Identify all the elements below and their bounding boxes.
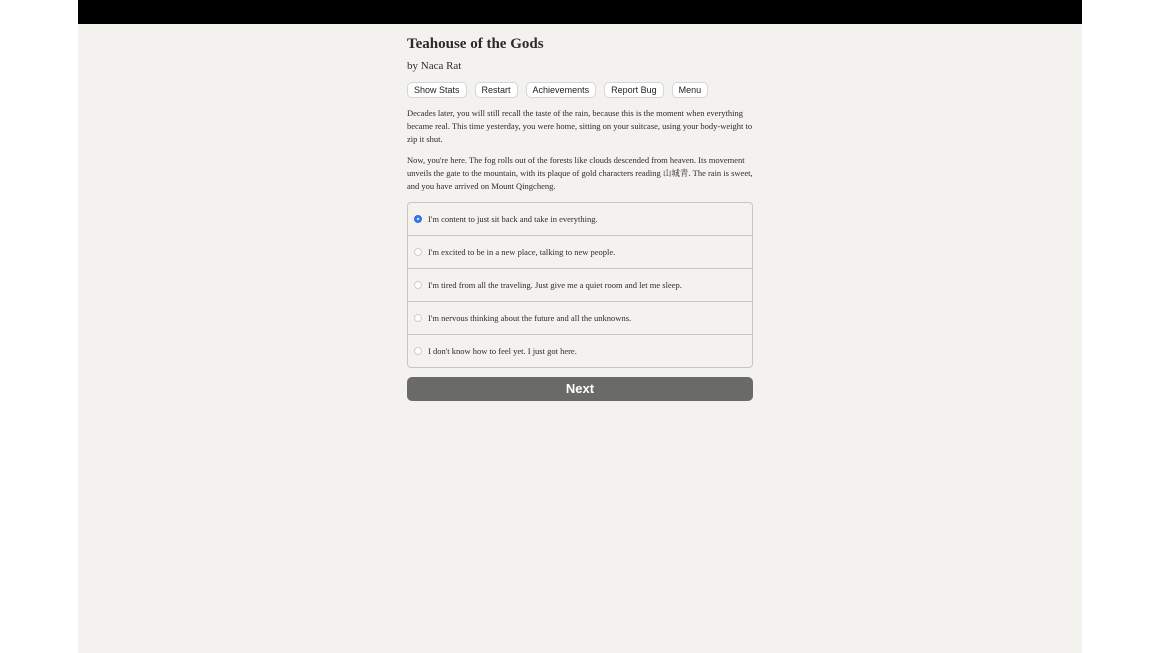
next-button[interactable]: Next — [407, 377, 753, 401]
achievements-button[interactable]: Achievements — [526, 82, 597, 98]
choice-label: I'm nervous thinking about the future and all the unknowns. — [428, 313, 632, 323]
choice-label: I'm content to just sit back and take in everything. — [428, 214, 598, 224]
choice-option[interactable] — [408, 203, 752, 235]
radio-icon[interactable] — [414, 347, 422, 355]
toolbar — [407, 82, 753, 98]
radio-icon[interactable] — [414, 248, 422, 256]
game-frame — [78, 0, 1082, 653]
game-title: Teahouse of the Gods — [407, 36, 544, 52]
choice-label: I'm excited to be in a new place, talking to new people. — [428, 247, 616, 257]
radio-icon[interactable] — [414, 314, 422, 322]
choice-list — [407, 202, 753, 368]
story-paragraph: Now, you're here. The fog rolls out of the forests like clouds descended from heaven. Its movement unveils the gate to the mountain, with its plaque of gold characters reading 山城青. The rain is sweet, and you have arrived on Mount Qingcheng. — [407, 155, 753, 191]
radio-icon[interactable] — [414, 281, 422, 289]
story-paragraph: Decades later, you will still recall the taste of the rain, because this is the moment when everything became real. This time yesterday, you were home, sitting on your suitcase, using your body-weight to zip it shut. — [407, 108, 753, 144]
report-bug-button[interactable]: Report Bug — [604, 82, 664, 98]
radio-selected-icon[interactable] — [414, 215, 422, 223]
choice-option[interactable] — [408, 301, 752, 334]
choice-label: I don't know how to feel yet. I just got here. — [428, 346, 577, 356]
show-stats-button[interactable]: Show Stats — [407, 82, 467, 98]
menu-button[interactable]: Menu — [672, 82, 709, 98]
choice-option[interactable] — [408, 268, 752, 301]
top-bar — [78, 0, 1082, 24]
game-author: by Naca Rat — [407, 60, 462, 72]
choice-label: I'm tired from all the traveling. Just give me a quiet room and let me sleep. — [428, 280, 682, 290]
game-content — [407, 34, 753, 401]
restart-button[interactable]: Restart — [475, 82, 518, 98]
choice-option[interactable] — [408, 235, 752, 268]
choice-option[interactable] — [408, 334, 752, 367]
